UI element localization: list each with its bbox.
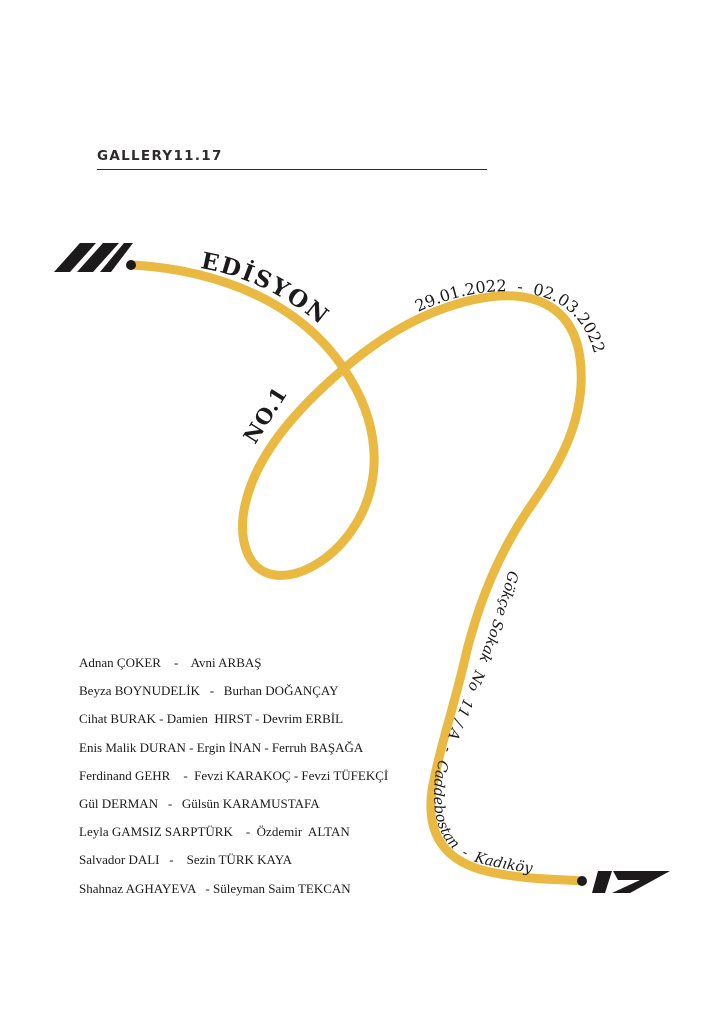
exhibition-dates-text: 29.01.2022 - 02.03.2022: [412, 276, 609, 356]
artist-row: Leyla GAMSIZ SARPTÜRK - Özdemir ALTAN: [79, 824, 350, 840]
exhibition-number-text: NO.1: [238, 381, 293, 448]
gallery-address-text: Gökçe Sokak No 11 / A - Caddebostan - Kadıköy: [429, 569, 534, 877]
artist-row: Adnan ÇOKER - Avni ARBAŞ: [79, 655, 262, 670]
exhibition-title: [0, 0, 376, 336]
exhibition-title-text: EDİSYON: [198, 247, 335, 331]
artist-row: Shahnaz AGHAYEVA - Süleyman Saim TEKCAN: [79, 880, 351, 896]
logo-mark-11-icon: [0, 0, 136, 272]
gallery-logo: GALLERY11.17: [97, 148, 223, 164]
artist-list: [79, 655, 409, 909]
artist-row: Ferdinand GEHR - Fevzi KARAKOÇ - Fevzi TÜFEKÇİ: [79, 767, 389, 783]
artist-row: Cihat BURAK - Damien HIRST - Devrim ERBİL: [79, 711, 344, 727]
artist-row: Salvador DALI - Sezin TÜRK KAYA: [79, 852, 293, 868]
exhibition-number: [0, 0, 338, 448]
artist-row: Beyza BOYNUDELİK - Burhan DOĞANÇAY: [79, 683, 339, 699]
artist-row: Enis Malik DURAN - Ergin İNAN - Ferruh BAŞAĞA: [79, 739, 364, 755]
artist-row: Gül DERMAN - Gülsün KARAMUSTAFA: [79, 795, 320, 811]
